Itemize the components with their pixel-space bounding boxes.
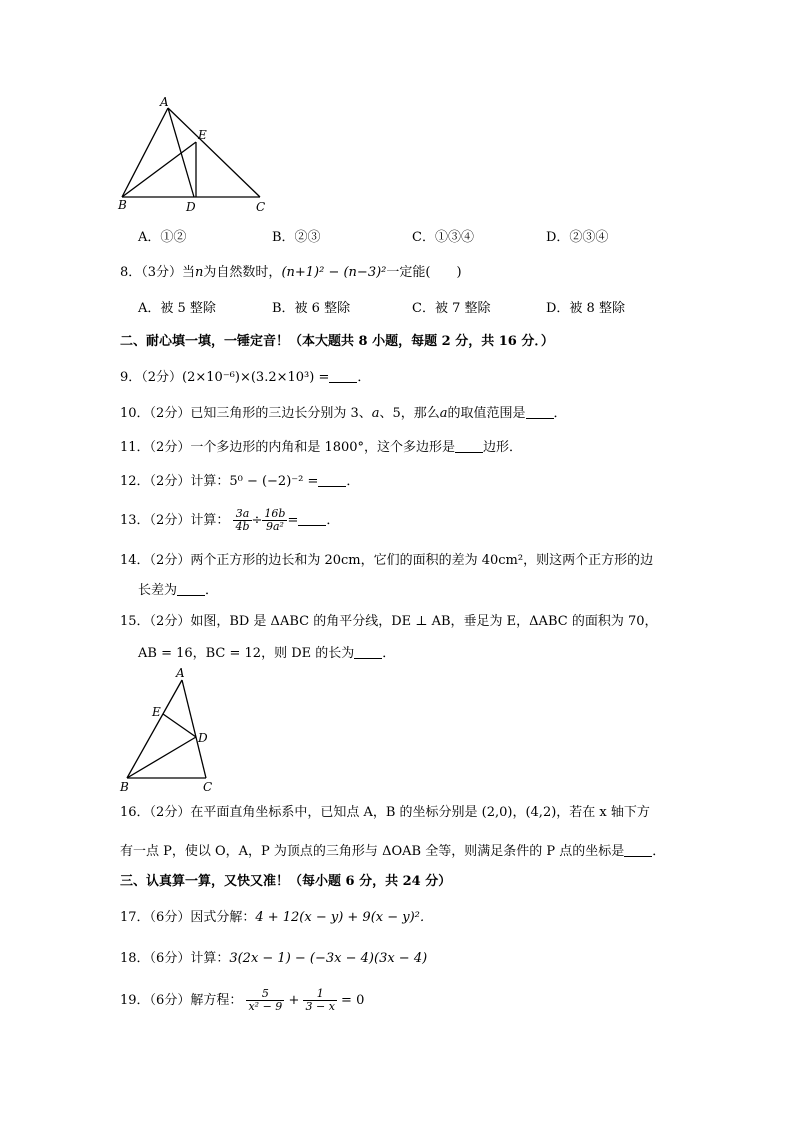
vertex-d-label: D	[186, 200, 196, 214]
q8-option-c: C．被 7 整除	[412, 301, 491, 316]
answer-blank[interactable]	[318, 474, 346, 487]
vertex-b-label: B	[118, 198, 127, 212]
vertex-d-label: D	[198, 731, 208, 745]
question-9: 9．（2分）(2×10⁻⁶)×(3.2×10³) = ．	[120, 370, 371, 385]
answer-blank[interactable]	[177, 583, 205, 596]
question-14-line-1: 14．（2分）两个正方形的边长和为 20cm，它们的面积的差为 40cm²，则这两个正方形的边	[120, 553, 654, 568]
question-13: 13．（2分）计算： $\frac{3a}{4b}$ ÷ $\frac{16b}{\text{9a²}}$ = ．	[120, 507, 340, 533]
question-15-line-1: 15．（2分）如图，BD 是 ΔABC 的角平分线，DE ⊥ AB，垂足为 E，ΔABC 的面积为 70，	[120, 614, 658, 629]
q7-option-d: D．②③④	[546, 230, 609, 245]
answer-blank[interactable]	[354, 646, 382, 659]
section-2-heading: 二、耐心填一填，一锤定音！（本大题共 8 小题，每题 2 分，共 16 分．）	[120, 334, 554, 349]
fraction: $\frac{1}{3 - x}$	[305, 987, 335, 1013]
q7-option-c: C．①③④	[412, 230, 474, 245]
question-19: 19．（6分）解方程： $\frac{5}{\text{x² − 9}}$ + $\frac{1}{3 - x}$ = 0	[120, 987, 365, 1013]
question-10: 10．（2分）已知三角形的三边长分别为 3、a、5，那么a的取值范围是 ．	[120, 406, 567, 421]
question-12: 12．（2分）计算：5⁰ − (−2)⁻² = ．	[120, 474, 360, 489]
triangle-figure-2	[112, 664, 222, 794]
section-3-heading: 三、认真算一算，又快又准！（每小题 6 分，共 24 分）	[120, 874, 452, 889]
vertex-e-label: E	[152, 705, 161, 719]
question-8: 8．（3分）当n为自然数时，(n+1)² − (n−3)²一定能( )	[120, 265, 462, 280]
answer-blank[interactable]	[298, 513, 326, 526]
question-15-line-2: AB = 16，BC = 12，则 DE 的长为 ．	[138, 646, 396, 661]
q8-option-b: B．被 6 整除	[272, 301, 351, 316]
vertex-a-label: A	[160, 95, 169, 109]
question-16-line-2: 有一点 P，使以 O，A，P 为顶点的三角形与 ΔOAB 全等，则满足条件的 P 点的坐标是 ．	[120, 844, 666, 859]
q7-option-a: A．①②	[138, 230, 187, 245]
answer-blank[interactable]	[455, 440, 483, 453]
vertex-e-label: E	[198, 128, 207, 142]
question-14-line-2: 长差为 ．	[138, 583, 219, 598]
q8-option-a: A．被 5 整除	[138, 301, 216, 316]
triangle-figure-1	[110, 95, 280, 215]
answer-blank[interactable]	[526, 406, 554, 419]
vertex-c-label: C	[203, 780, 213, 794]
question-16-line-1: 16．（2分）在平面直角坐标系中，已知点 A，B 的坐标分别是 (2,0)，(4,2)，若在 x 轴下方	[120, 805, 650, 820]
fraction: $\frac{16b}{\text{9a²}}$	[264, 507, 286, 533]
fraction: $\frac{5}{\text{x² − 9}}$	[248, 987, 283, 1013]
vertex-c-label: C	[256, 200, 266, 214]
vertex-b-label: B	[120, 780, 129, 794]
question-11: 11．（2分）一个多边形的内角和是 1800°，这个多边形是 边形．	[120, 440, 523, 455]
question-17: 17．（6分）因式分解：4 + 12(x − y) + 9(x − y)²．	[120, 910, 433, 925]
vertex-a-label: A	[176, 666, 185, 680]
q8-option-d: D．被 8 整除	[546, 301, 625, 316]
fraction: $\frac{3a}{4b}$	[235, 507, 250, 533]
q7-option-b: B．②③	[272, 230, 321, 245]
question-18: 18．（6分）计算：3(2x − 1) − (−3x − 4)(3x − 4)	[120, 951, 428, 966]
answer-blank[interactable]	[624, 844, 652, 857]
answer-blank[interactable]	[329, 370, 357, 383]
